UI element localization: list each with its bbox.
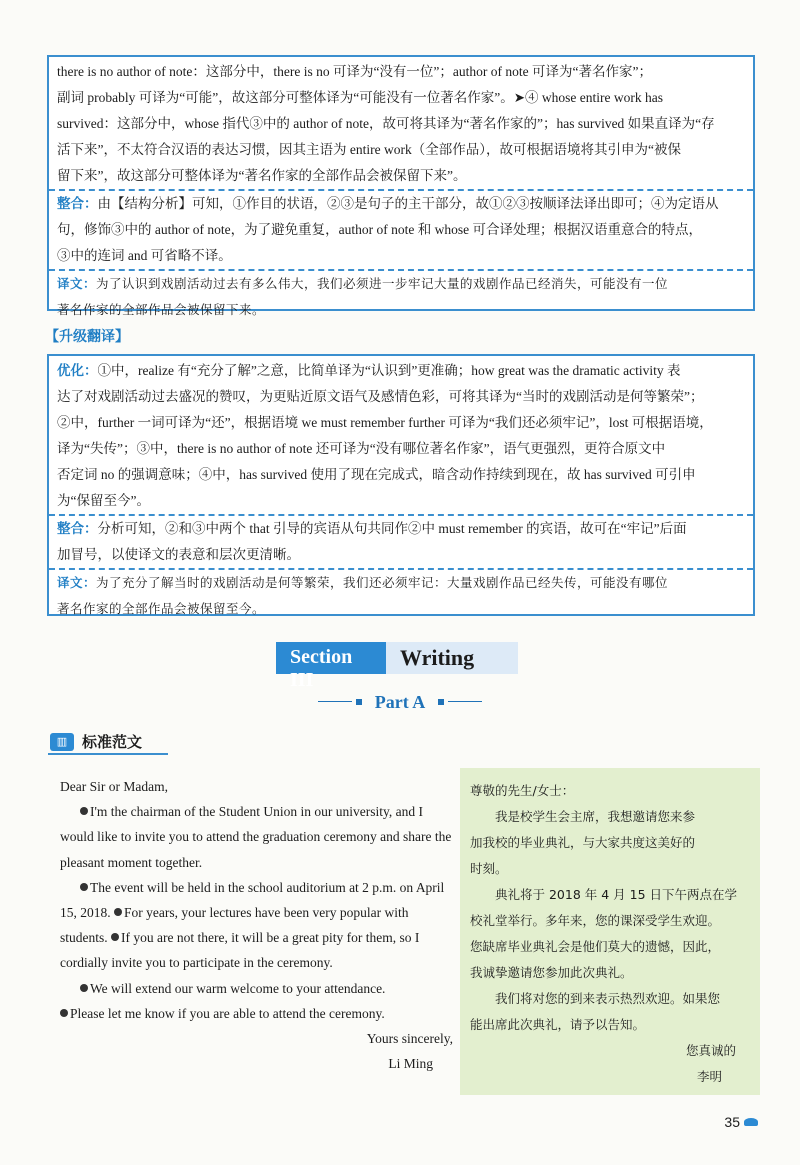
integrate-line: 加冒号，以使译文的表意和层次更清晰。: [57, 547, 300, 562]
heading-underline: [48, 753, 168, 755]
sentence-marker-icon: [114, 908, 122, 916]
analysis-line: 副词 probably 可译为“可能”，故这部分可整体译为“可能没有一位著名作家”。➤④ whose entire work has: [57, 90, 663, 105]
greeting: Dear Sir or Madam,: [60, 779, 168, 794]
signature-name: Li Ming: [388, 1056, 433, 1072]
letter-paragraph: [60, 799, 455, 875]
sentence-marker-icon: [80, 883, 88, 891]
cn-line: 我们将对您的到来表示热烈欢迎。如果您: [495, 991, 721, 1006]
cn-line: 您缺席毕业典礼会是他们莫大的遗憾，因此，: [470, 939, 721, 954]
cn-line: 能出席此次典礼，请予以告知。: [470, 1017, 646, 1032]
letter-sentence: If you are not there, it will be a great pity for them, so I cordially invite you to participate in the ceremony.: [60, 930, 420, 971]
optimize-line: 达了对戏剧活动过去盛况的赞叹，为更贴近原文语气及感情色彩，可将其译为“当时的戏剧活动是何等繁荣”；: [57, 389, 704, 404]
letter-sentence: We will extend our warm welcome to your attendance.: [90, 980, 386, 996]
translation-text: 为了充分了解当时的戏剧活动是何等繁荣，我们还必须牢记：大量戏剧作品已经失传，可能没有哪位: [96, 575, 669, 590]
analysis-line: survived：这部分中，whose 指代③中的 author of note，故可将其译为“著名作家的”；has survived 如果直译为“存: [57, 116, 715, 131]
optimize-label: 优化：: [57, 363, 98, 378]
graduation-cap-icon: [744, 1118, 758, 1126]
letter-sentence: Please let me know if you are able to attend the ceremony.: [70, 1005, 385, 1021]
translation-line: [49, 271, 753, 297]
cn-line: 加我校的毕业典礼，与大家共度这美好的: [470, 835, 696, 850]
cn-line: 典礼将于 2018 年 4 月 15 日下午两点在学: [495, 887, 738, 902]
english-letter: [60, 774, 455, 1076]
analysis-line: 留下来”，故这部分可整体译为“著名作家的全部作品会被保留下来”。: [57, 168, 467, 183]
letter-sentence: For years, your lectures have been very popular with students.: [60, 905, 409, 946]
translation-label: 译文：: [57, 276, 97, 291]
sentence-marker-icon: [80, 807, 88, 815]
part-label: Part A: [374, 692, 426, 712]
analysis-box-1: [47, 55, 755, 317]
optimize-text: ①中，realize 有“充分了解”之意，比简单译为“认识到”更准确；how great was the dramatic activity 表: [97, 363, 681, 378]
closing: Yours sincerely,: [366, 1031, 453, 1047]
letter-paragraph: [60, 976, 455, 1001]
optimize-line: 否定词 no 的强调意味；④中，has survived 使用了现在完成式，暗含动作持续到现在，故 has survived 可引申: [57, 467, 696, 482]
optimize-line: 译为“失传”；③中，there is no author of note 还可译为“没有哪位著名作家”，语气更强烈，更符合原文中: [57, 441, 666, 456]
letter-paragraph: [60, 875, 455, 976]
cn-line: 尊敬的先生/女士：: [470, 783, 575, 798]
part-heading: [290, 692, 510, 713]
analysis-line: 活下来”，不太符合汉语的表达习惯，因其主语为 entire work（全部作品），故可根据语境将其引申为“被保: [57, 142, 681, 157]
section-banner: [276, 642, 518, 691]
cn-closing: 您真诚的: [685, 1043, 736, 1058]
integrate-text: 由【结构分析】可知，①作目的状语，②③是句子的主干部分，故①②③按顺译法译出即可；④为定语从: [97, 196, 719, 211]
translation-line: [49, 570, 753, 596]
decor-line: [318, 701, 352, 702]
translation-text: 为了认识到戏剧活动过去有多么伟大，我们必须进一步牢记大量的戏剧作品已经消失，可能没有一位: [96, 276, 669, 291]
sentence-marker-icon: [80, 984, 88, 992]
letter-sentence: The event will be held in the school auditorium at 2 p.m. on April 15, 2018.: [60, 879, 445, 921]
page-number-text: 35: [724, 1114, 740, 1130]
cn-line: 校礼堂举行。多年来，您的课深受学生欢迎。: [470, 913, 721, 928]
integrate-label: 整合：: [57, 521, 98, 536]
book-icon: ▥: [50, 733, 74, 751]
decor-square: [356, 699, 362, 705]
translation-label: 译文：: [57, 575, 97, 590]
integrate-text: 分析可知，②和③中两个 that 引导的宾语从句共同作②中 must remember 的宾语，故可在“牢记”后面: [97, 521, 687, 536]
section-number: Section III: [276, 642, 386, 674]
integrate-line: 句，修饰③中的 author of note，为了避免重复，author of note 和 whose 可合译处理；根据汉语重意合的特点，: [57, 222, 702, 237]
integrate-line: [49, 191, 753, 217]
integrate-line: ③中的连词 and 可省略不译。: [57, 248, 232, 263]
integrate-line: [49, 516, 753, 542]
decor-square: [438, 699, 444, 705]
optimize-line: [49, 358, 753, 384]
page-number: [724, 1114, 758, 1130]
translation-line: 著名作家的全部作品会被保留下来。: [57, 302, 266, 317]
chinese-letter: [460, 768, 760, 1095]
cn-line: 我是校学生会主席，我想邀请您来参: [495, 809, 696, 824]
upgrade-translation-title: 【升级翻译】: [45, 329, 129, 345]
decor-line: [448, 701, 482, 702]
model-essay-title: 标准范文: [82, 733, 143, 751]
sentence-marker-icon: [60, 1009, 68, 1017]
integrate-label: 整合：: [57, 196, 98, 211]
letter-sentence: I'm the chairman of the Student Union in our university, and I would like to invite you to attend the graduation ceremony and share the pleasant moment together.: [60, 804, 452, 870]
cn-line: 我诚挚邀请您参加此次典礼。: [470, 965, 633, 980]
analysis-line: there is no author of note：这部分中，there is no 可译为“没有一位”；author of note 可译为“著名作家”；: [57, 64, 653, 79]
model-essay-heading: [50, 731, 142, 752]
cn-signature: 李明: [696, 1069, 722, 1084]
optimize-line: 为“保留至今”。: [57, 493, 150, 508]
translation-line: 著名作家的全部作品会被保留至今。: [57, 601, 266, 616]
letter-paragraph: [60, 1001, 455, 1026]
section-title: Writing: [386, 642, 518, 674]
analysis-box-2: [47, 354, 755, 616]
sentence-marker-icon: [111, 933, 119, 941]
optimize-line: ②中，further 一词可译为“还”，根据语境 we must remember further 可译为“我们还必须牢记”，lost 可根据语境，: [57, 415, 713, 430]
cn-line: 时刻。: [470, 861, 508, 876]
